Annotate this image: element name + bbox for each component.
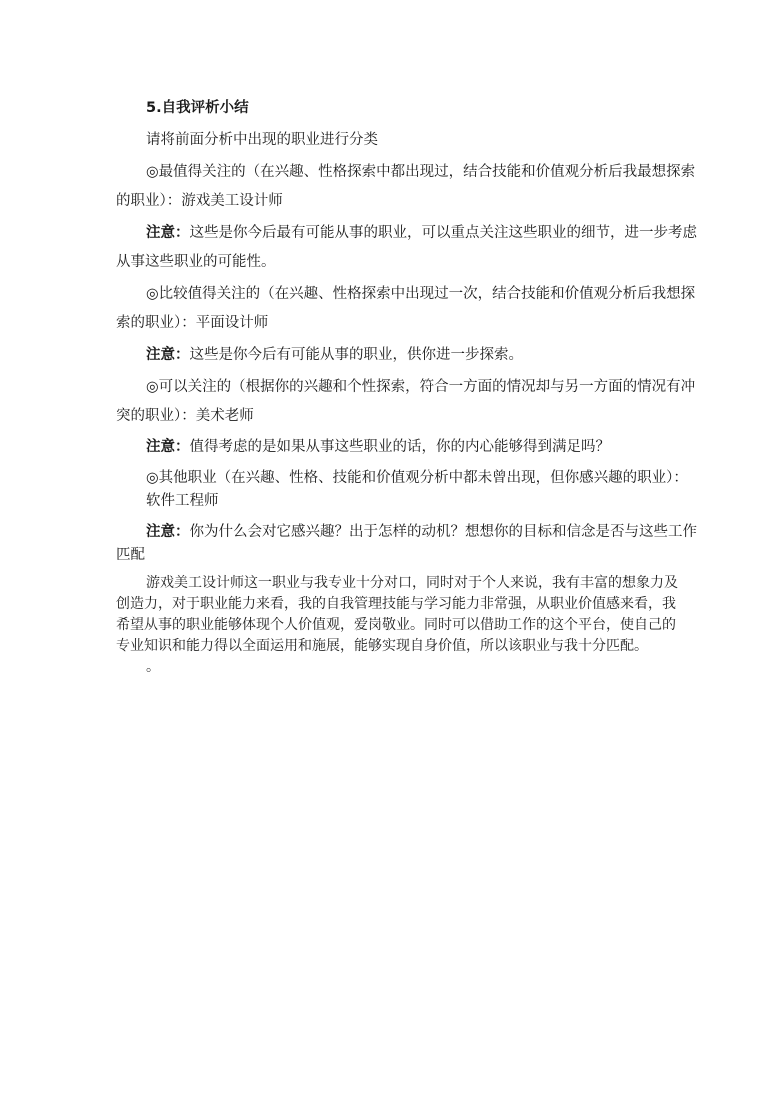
- note-4: [146, 522, 697, 542]
- intro-text: 请将前面分析中出现的职业进行分类: [146, 132, 378, 148]
- note-2-text: 这些是你今后有可能从事的职业，供你进一步探索。: [189, 347, 523, 363]
- note-label: 注意：: [146, 347, 190, 363]
- note-2: [146, 345, 523, 365]
- note-3-text: 值得考虑的是如果从事这些职业的话，你的内心能够得到满足吗？: [189, 439, 610, 455]
- note-label: 注意：: [146, 225, 190, 241]
- note-label: 注意：: [146, 439, 190, 455]
- category-relatively-attention-line2: 索的职业）：平面设计师: [116, 315, 269, 331]
- note-label: 注意：: [146, 524, 190, 540]
- category-other-line1: ◎其他职业（在兴趣、性格、技能和价值观分析中都未曾出现，但你感兴趣的职业）：: [146, 470, 688, 486]
- paragraph-line1: 游戏美工设计师这一职业与我专业十分对口，同时对于个人来说，我有丰富的想象力及: [146, 575, 678, 591]
- note-4-text: 你为什么会对它感兴趣？出于怎样的动机？想想你的目标和信念是否与这些工作: [189, 524, 697, 540]
- end-mark: 。: [146, 659, 160, 675]
- paragraph-line3: 希望从事的职业能够体现个人价值观，爱岗敬业。同时可以借助工作的这个平台，使自己的: [116, 617, 676, 633]
- paragraph-line2: 创造力，对于职业能力来看，我的自我管理技能与学习能力非常强，从职业价值感来看，我: [116, 596, 676, 612]
- note-3: [146, 437, 610, 457]
- category-most-attention-line1: ◎最值得关注的（在兴趣、性格探索中都出现过，结合技能和价值观分析后我最想探索: [146, 164, 696, 180]
- category-relatively-attention-line1: ◎比较值得关注的（在兴趣、性格探索中出现过一次，结合技能和价值观分析后我想探: [146, 286, 696, 302]
- category-can-attention-line2: 突的职业）：美术老师: [116, 408, 254, 424]
- category-most-attention-line2: 的职业）：游戏美工设计师: [116, 193, 283, 209]
- note-1-text: 这些是你今后最有可能从事的职业，可以重点关注这些职业的细节，进一步考虑: [189, 225, 697, 241]
- section-title: 5.自我评析小结: [146, 100, 249, 116]
- category-other-line2: 软件工程师: [146, 493, 219, 509]
- note-4-line2: 匹配: [116, 547, 145, 563]
- note-1-line2: 从事这些职业的可能性。: [116, 254, 276, 270]
- paragraph-line4: 专业知识和能力得以全面运用和施展，能够实现自身价值，所以该职业与我十分匹配。: [116, 638, 648, 654]
- note-1: [146, 223, 697, 243]
- category-can-attention-line1: ◎可以关注的（根据你的兴趣和个性探索，符合一方面的情况却与另一方面的情况有冲: [146, 379, 696, 395]
